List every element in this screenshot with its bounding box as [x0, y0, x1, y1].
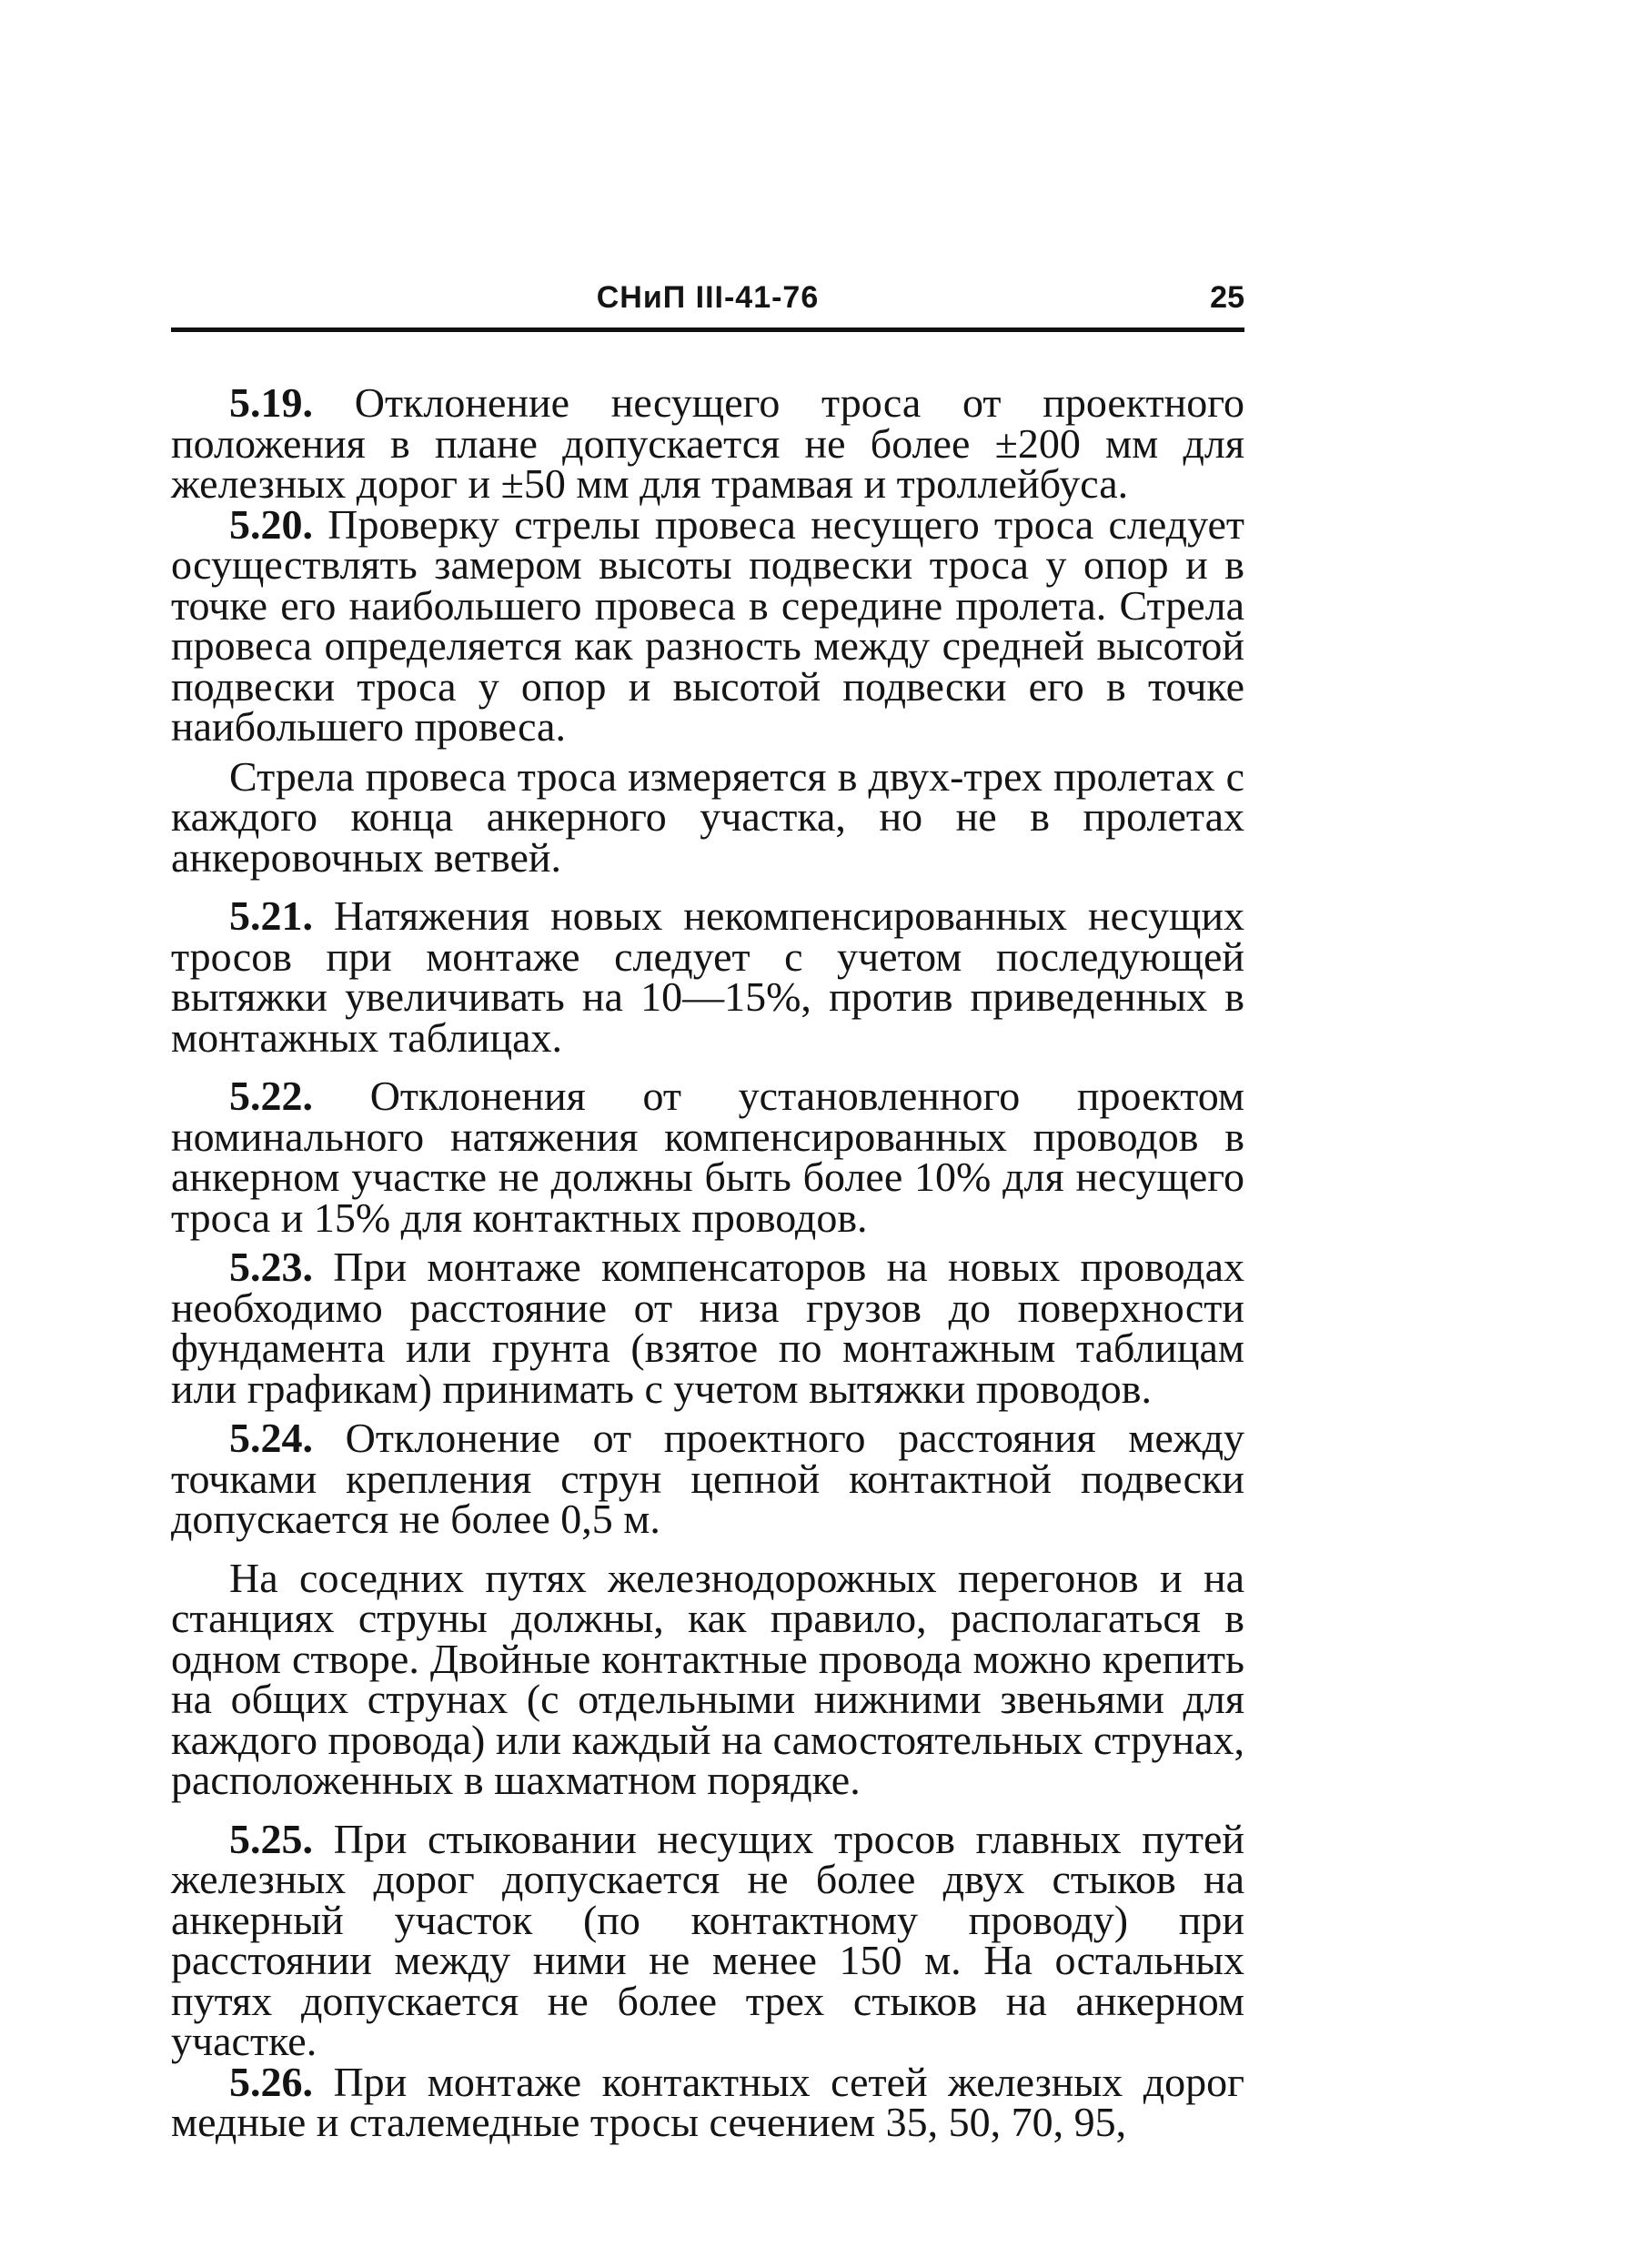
clause-number: 5.23.: [229, 1244, 313, 1290]
paragraph-text: Натяжения новых некомпенсированных несущих тросов при монтаже следует с учетом последующей вытяжки увеличивать на 10—15%, против приведенных в монтажных таблицах.: [171, 892, 1244, 1061]
paragraph-text: При монтаже контактных сетей железных дорог медные и сталемедные тросы сечением 35, 50, 70, 95,: [171, 2058, 1245, 2145]
clause-number: 5.25.: [229, 1815, 313, 1862]
paragraph-5-26: [171, 2058, 1245, 2145]
clause-number: 5.20.: [229, 500, 313, 548]
paragraph-5-24: [171, 1415, 1244, 1542]
document-page: [171, 273, 1244, 2143]
clause-number: 5.26.: [229, 2058, 313, 2105]
page-number: 25: [1210, 280, 1244, 315]
paragraph-5-25: [171, 1815, 1244, 2064]
paragraph-5-23: [171, 1244, 1244, 1412]
page-header: [171, 273, 1244, 332]
clause-number: 5.22.: [229, 1073, 313, 1119]
clause-number: 5.21.: [229, 892, 313, 939]
paragraph-text: Отклонение несущего троса от проектного положения в плане допускается не более ±200 мм для железных дорог и ±50 мм для трамвая и троллейбуса.: [171, 379, 1245, 507]
clause-number: 5.24.: [229, 1415, 313, 1461]
paragraph-text: Отклонение от проектного расстояния между точками крепления струн цепной контактной подвески допускается не более 0,5 м.: [171, 1415, 1244, 1542]
paragraph-text: На соседних путях железнодорожных перегонов и на станциях струны должны, как правило, располагаться в одном створе. Двойные контактные провода можно крепить на общих струнах (с отдельными нижними звеньями для каждого провода) или каждый на самостоятельных струнах, расположенных в шахматном порядке.: [171, 1554, 1244, 1803]
paragraph-text: Проверку стрелы провеса несущего троса следует осуществлять замером высоты подвески троса у опор и в точке его наибольшего провеса в середине пролета. Стрела провеса определяется как разность между средней высотой подвески троса у опор и высотой подвески его в точке наибольшего провеса.: [171, 500, 1244, 750]
paragraph-5-21: [171, 892, 1244, 1061]
paragraph-5-22: [171, 1073, 1244, 1241]
paragraph-5-24-cont: [171, 1554, 1244, 1803]
paragraph-5-19: [171, 379, 1245, 507]
paragraph-text: Стрела провеса троса измеряется в двух-трех пролетах с каждого конца анкерного участка, но не в пролетах анкеровочных ветвей.: [171, 752, 1244, 881]
paragraph-5-20-cont: [171, 752, 1244, 881]
paragraph-5-20: [171, 500, 1244, 750]
paragraph-text: При стыковании несущих тросов главных путей железных дорог допускается не более двух стыков на анкерный участок (по контактному проводу) при расстоянии между ними не менее 150 м. На остальных путях допускается не более трех стыков на анкерном участке.: [171, 1815, 1244, 2064]
paragraph-text: Отклонения от установленного проектом номинального натяжения компенсированных проводов в анкерном участке не должны быть более 10% для несущего троса и 15% для контактных проводов.: [171, 1073, 1244, 1241]
document-body: [171, 379, 1245, 2145]
clause-number: 5.19.: [229, 379, 313, 426]
paragraph-text: При монтаже компенсаторов на новых проводах необходимо расстояние от низа грузов до поверхности фундамента или грунта (взятое по монтажным таблицам или графикам) принимать с учетом вытяжки проводов.: [171, 1244, 1244, 1412]
document-code: СНиП III-41-76: [596, 280, 820, 315]
